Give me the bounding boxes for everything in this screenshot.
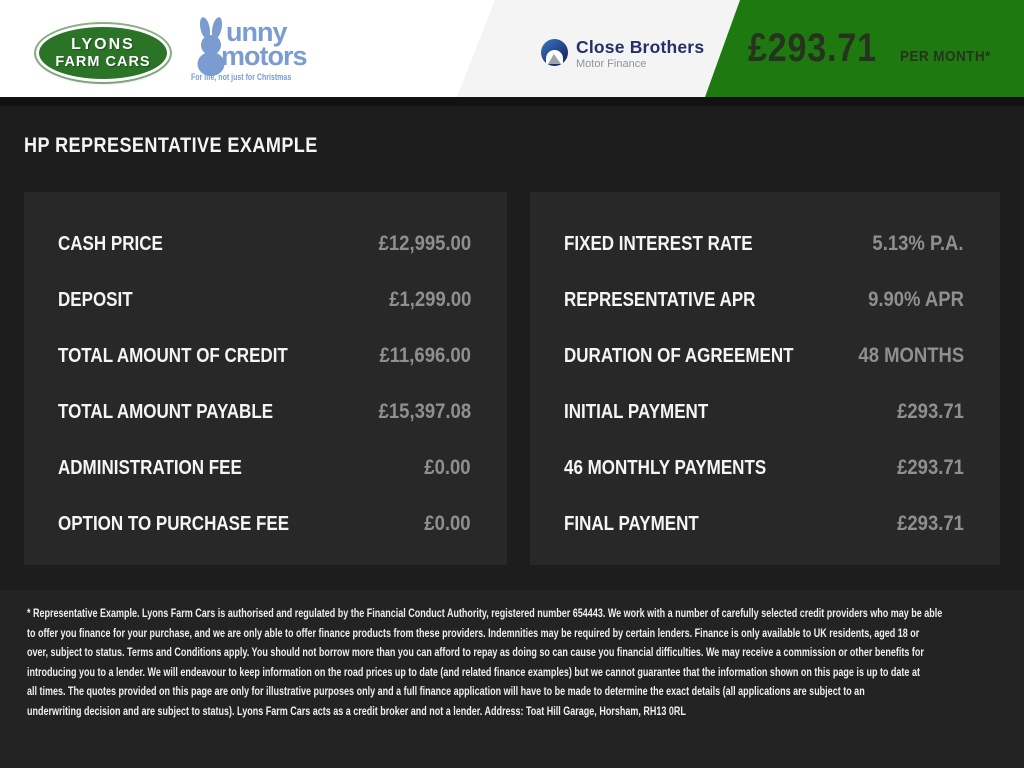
finance-value: 5.13% P.A. bbox=[872, 232, 964, 255]
legal-line: underwriting decision and are subject to status). Lyons Farm Cars acts as a credit broker and not a lender. Address: Toat Hill Garage, Horsham, RH13 0RL bbox=[27, 703, 686, 718]
lyons-farm-cars-logo bbox=[36, 24, 170, 82]
close-brothers-subtitle: Motor Finance bbox=[576, 58, 647, 71]
table-row bbox=[564, 328, 964, 384]
legal-line: over, subject to status. Terms and Conditions apply. You should not borrow more than you can afford to repay as doing so can cause you financial difficulties. We may receive a commission or other benefits for bbox=[27, 645, 924, 659]
finance-label: CASH PRICE bbox=[58, 232, 163, 255]
finance-label: FINAL PAYMENT bbox=[564, 512, 699, 535]
finance-value: £1,299.00 bbox=[388, 288, 471, 311]
finance-value: 9.90% APR bbox=[868, 288, 964, 311]
legal-line: to offer you finance for your purchase, and we are only able to offer finance products from these providers. Indemnities may be required by certain lenders. Finance is only available to UK residents, aged 18 or bbox=[27, 625, 920, 640]
finance-value: £293.71 bbox=[897, 456, 964, 479]
finance-value: £11,696.00 bbox=[379, 344, 471, 367]
legal-line: * Representative Example. Lyons Farm Cars is authorised and regulated by the Financial Conduct Authority, registered number 654443. We work with a number of carefully selected credit providers who may be able bbox=[27, 606, 943, 620]
table-row bbox=[58, 328, 471, 384]
finance-label: DURATION OF AGREEMENT bbox=[564, 344, 794, 367]
close-brothers-icon bbox=[541, 39, 568, 66]
finance-value: £293.71 bbox=[897, 512, 964, 535]
finance-label: TOTAL AMOUNT OF CREDIT bbox=[58, 344, 288, 367]
finance-value: £293.71 bbox=[897, 400, 964, 423]
monthly-price bbox=[748, 28, 1000, 68]
table-row bbox=[58, 384, 471, 440]
finance-label: FIXED INTEREST RATE bbox=[564, 232, 753, 255]
table-row bbox=[564, 440, 964, 496]
finance-label: TOTAL AMOUNT PAYABLE bbox=[58, 400, 274, 423]
finance-value: £0.00 bbox=[424, 456, 471, 479]
close-brothers-name: Close Brothers bbox=[576, 37, 705, 57]
legal-line: all times. The quotes provided on this page are only for illustrative purposes only and a full finance application will have to be made to determine the exact details (all applications are subject to an bbox=[27, 684, 865, 698]
table-row bbox=[564, 272, 964, 328]
finance-label: REPRESENTATIVE APR bbox=[564, 288, 756, 311]
monthly-price-suffix: PER MONTH* bbox=[899, 48, 991, 65]
header-divider bbox=[0, 97, 1024, 106]
finance-panel-left bbox=[24, 192, 507, 565]
lyons-logo-line2: FARM CARS bbox=[55, 53, 151, 70]
table-row bbox=[58, 216, 471, 272]
table-row bbox=[58, 440, 471, 496]
finance-value: £0.00 bbox=[424, 512, 471, 535]
legal-disclaimer bbox=[0, 590, 1024, 768]
table-row bbox=[58, 272, 471, 328]
monthly-price-amount: £293.71 bbox=[748, 26, 877, 70]
finance-label: 46 MONTHLY PAYMENTS bbox=[564, 456, 767, 479]
finance-label: OPTION TO PURCHASE FEE bbox=[58, 512, 290, 535]
finance-value: £15,397.08 bbox=[378, 400, 471, 423]
close-brothers-text bbox=[576, 37, 704, 70]
finance-label: DEPOSIT bbox=[58, 288, 133, 311]
bunny-motors-logo bbox=[190, 15, 310, 89]
table-row bbox=[564, 496, 964, 552]
lyons-logo-line1: LYONS bbox=[71, 35, 135, 53]
legal-line: introducing you to a lender. We will endeavour to keep information on the road prices up to date (and related finance examples) but we cannot guarantee that the information shown on this page is up to date at bbox=[27, 664, 920, 679]
table-row bbox=[58, 496, 471, 552]
header-bar bbox=[0, 0, 1024, 97]
finance-label: ADMINISTRATION FEE bbox=[58, 456, 242, 479]
table-row bbox=[564, 384, 964, 440]
page-title: HP REPRESENTATIVE EXAMPLE bbox=[24, 134, 318, 157]
finance-value: £12,995.00 bbox=[378, 232, 471, 255]
bunny-logo-tagline: For life, not just for Christmas bbox=[191, 72, 292, 82]
close-brothers-logo bbox=[541, 37, 704, 70]
bunny-logo-word2: motors bbox=[221, 41, 307, 71]
finance-value: 48 MONTHS bbox=[858, 344, 964, 367]
table-row bbox=[564, 216, 964, 272]
finance-panel-right bbox=[530, 192, 1000, 565]
finance-label: INITIAL PAYMENT bbox=[564, 400, 709, 423]
bunny-logo-word1: unny bbox=[226, 17, 287, 47]
